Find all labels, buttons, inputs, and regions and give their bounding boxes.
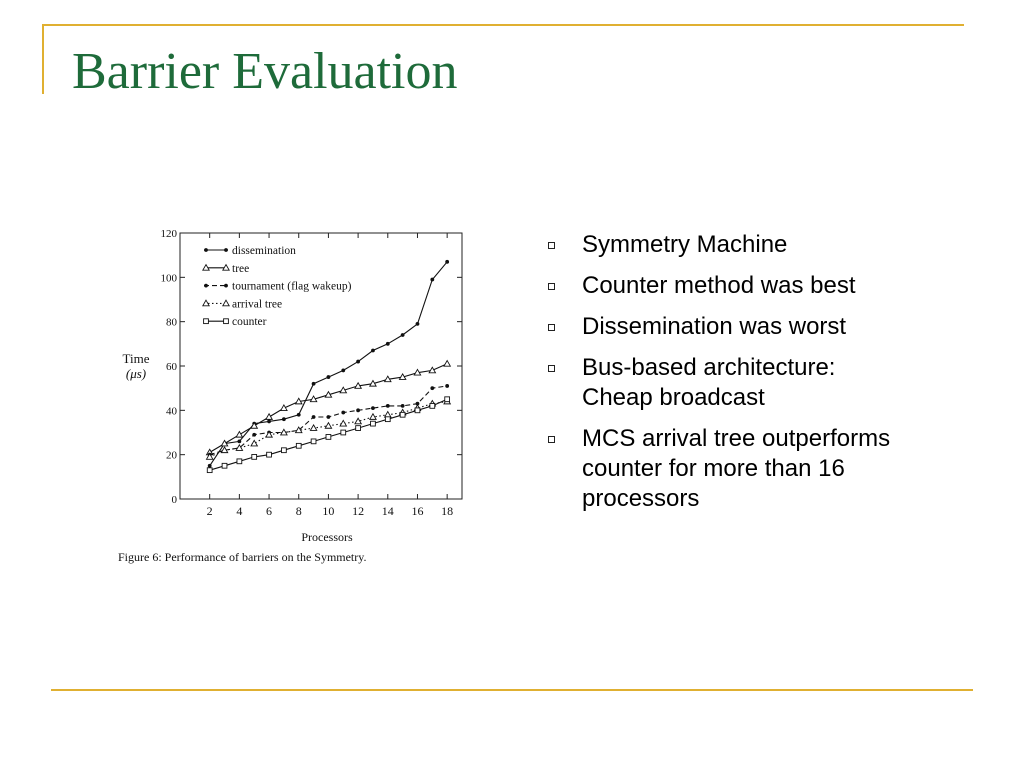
data-point — [204, 284, 208, 288]
legend-item — [204, 316, 267, 328]
x-tick-label: 16 — [411, 504, 424, 518]
data-point — [312, 382, 316, 386]
data-point — [371, 406, 375, 410]
data-point — [236, 432, 242, 438]
bullet-item — [546, 271, 966, 301]
legend-label: tree — [232, 262, 250, 275]
data-point — [223, 300, 229, 306]
bullet-list — [546, 230, 966, 525]
legend-item — [203, 298, 282, 310]
data-point — [237, 439, 241, 443]
data-point — [208, 464, 212, 468]
series-line — [210, 402, 448, 457]
legend-item — [203, 263, 249, 275]
y-tick-label: 40 — [166, 405, 177, 418]
legend-item — [204, 245, 296, 257]
plot-frame — [180, 233, 462, 499]
chart-caption: Figure 6: Performance of barriers on the Symmetry. — [118, 550, 367, 564]
bullet-item — [546, 312, 966, 342]
y-tick-label: 120 — [160, 228, 177, 240]
data-point — [430, 386, 434, 390]
legend-item — [204, 281, 352, 293]
slide-bottom-rule — [51, 689, 973, 691]
data-point — [356, 426, 361, 431]
bullet-item — [546, 230, 966, 260]
data-point — [310, 425, 316, 431]
data-point — [267, 420, 271, 424]
data-point — [444, 361, 450, 367]
square-bullet-icon — [548, 283, 555, 290]
y-tick-label: 0 — [171, 494, 177, 506]
y-tick-label: 80 — [166, 316, 177, 329]
legend-label: arrival tree — [232, 298, 283, 311]
bullet-item — [546, 424, 966, 514]
data-point — [400, 412, 405, 417]
data-point — [415, 408, 420, 413]
data-point — [386, 342, 390, 346]
data-point — [325, 423, 331, 429]
series-tree — [206, 361, 450, 455]
x-axis-label: Processors — [301, 530, 353, 544]
data-point — [224, 319, 229, 324]
data-point — [222, 463, 227, 468]
data-point — [281, 405, 287, 411]
data-point — [252, 433, 256, 437]
data-point — [296, 443, 301, 448]
data-point — [207, 468, 212, 473]
data-point — [401, 404, 405, 408]
data-point — [356, 408, 360, 412]
y-tick-label: 100 — [160, 272, 177, 285]
data-point — [445, 397, 450, 402]
data-point — [312, 415, 316, 419]
data-point — [430, 278, 434, 282]
data-point — [341, 369, 345, 373]
data-point — [445, 260, 449, 264]
square-bullet-icon — [548, 242, 555, 249]
data-point — [204, 248, 208, 252]
data-point — [370, 414, 376, 420]
x-tick-label: 2 — [206, 504, 213, 518]
x-tick-label: 10 — [322, 504, 335, 518]
legend-label: tournament (flag wakeup) — [232, 280, 352, 293]
data-point — [430, 404, 435, 409]
data-point — [416, 322, 420, 326]
data-point — [204, 319, 209, 324]
data-point — [266, 414, 272, 420]
data-point — [311, 439, 316, 444]
series-counter — [207, 397, 449, 473]
slide-left-rule — [42, 24, 44, 94]
bullet-text: Bus-based architecture: Cheap broadcast — [582, 354, 836, 411]
data-point — [445, 384, 449, 388]
data-point — [385, 412, 391, 418]
data-point — [267, 452, 272, 457]
barrier-chart — [112, 222, 468, 570]
data-point — [386, 404, 390, 408]
data-point — [371, 421, 376, 426]
slide-top-rule — [42, 24, 964, 26]
x-tick-label: 18 — [441, 504, 454, 518]
legend-label: counter — [232, 316, 267, 329]
data-point — [237, 459, 242, 464]
data-point — [429, 367, 435, 373]
data-point — [282, 417, 286, 421]
legend-label: dissemination — [232, 245, 296, 257]
data-point — [401, 333, 405, 337]
data-point — [326, 435, 331, 440]
data-point — [371, 349, 375, 353]
bullet-text: MCS arrival tree outperforms counter for more than 16 processors — [582, 425, 891, 512]
chart-svg — [112, 222, 468, 570]
bullet-text: Dissemination was worst — [582, 313, 847, 340]
bullet-text: Symmetry Machine — [582, 231, 788, 258]
y-axis-label-line2: (μs) — [125, 366, 147, 381]
y-tick-label: 20 — [166, 449, 177, 462]
data-point — [251, 440, 257, 446]
y-tick-label: 60 — [166, 361, 177, 373]
series-arrival — [206, 398, 450, 459]
x-tick-label: 14 — [381, 504, 394, 518]
x-tick-label: 4 — [236, 504, 243, 518]
data-point — [385, 417, 390, 422]
data-point — [356, 360, 360, 364]
square-bullet-icon — [548, 365, 555, 372]
square-bullet-icon — [548, 324, 555, 331]
data-point — [341, 430, 346, 435]
x-tick-label: 6 — [266, 504, 273, 518]
x-tick-label: 8 — [295, 504, 302, 518]
bullet-item — [546, 353, 966, 413]
data-point — [341, 411, 345, 415]
data-point — [224, 248, 228, 252]
y-axis-label-line1: Time — [122, 351, 150, 366]
bullet-text: Counter method was best — [582, 272, 856, 299]
slide-title: Barrier Evaluation — [72, 43, 458, 100]
data-point — [252, 454, 257, 459]
data-point — [327, 375, 331, 379]
square-bullet-icon — [548, 436, 555, 443]
data-point — [327, 415, 331, 419]
data-point — [297, 413, 301, 417]
x-tick-label: 12 — [352, 504, 365, 518]
data-point — [224, 284, 228, 288]
data-point — [281, 448, 286, 453]
